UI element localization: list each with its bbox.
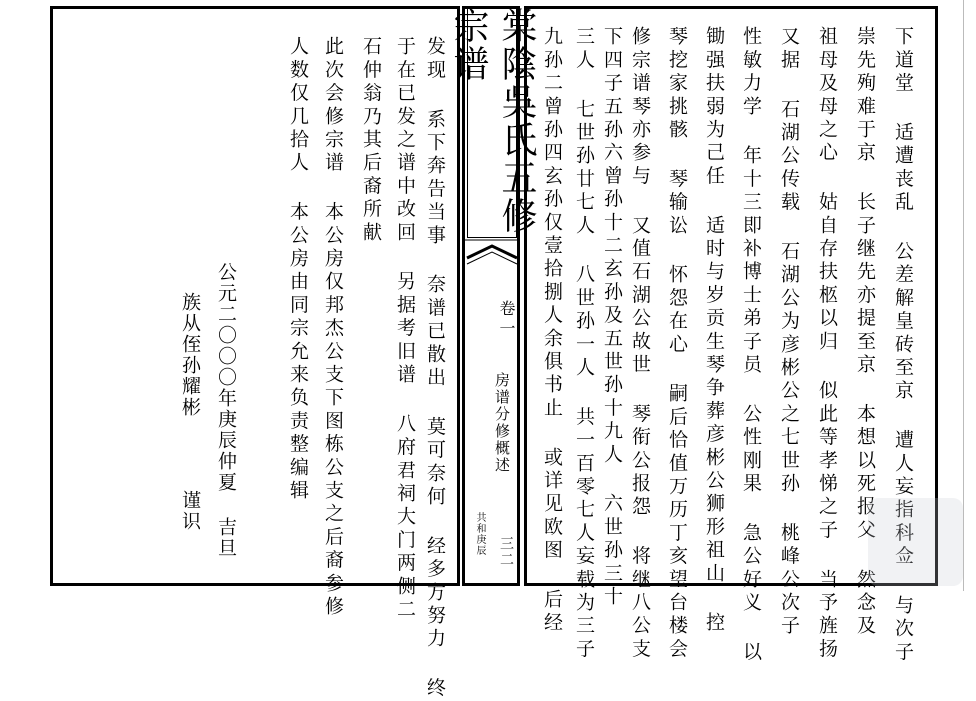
fishtail-ornament-icon <box>465 238 519 282</box>
text-column: 琴挖家挑骸 琴输讼 怀怨在心 嗣后恰值万历丁亥望台楼会 <box>666 26 688 662</box>
date-line: 公元二〇〇〇年庚辰仲夏 吉旦 <box>215 262 237 559</box>
text-column: 又据 石湖公传载 石湖公为彦彬公之七世孙 桃峰公次子 <box>778 26 800 639</box>
volume-label: 卷一 <box>497 300 516 340</box>
text-column: 祖母及母之心 姑自存扶柩以归 似此等孝悌之子 当予旌扬 <box>816 26 838 662</box>
signature: 族从侄孙耀彬 谨识 <box>179 292 201 532</box>
text-column: 三人 七世孙廿七人 八世孙一人 共一百零七人妄载为三子 <box>573 26 595 662</box>
text-column: 人数仅几拾人 本公房由同宗允来负责整编辑 <box>287 36 309 503</box>
text-column: 发现 系下奔告当事 奈谱已散出 莫可奈何 经多方努力 终 <box>424 36 446 701</box>
text-column: 石仲翁乃其后裔所献 <box>360 36 382 245</box>
section-label: 房谱分修概述 <box>493 372 511 474</box>
title-box <box>448 6 537 238</box>
watermark-logo <box>868 498 963 586</box>
text-column: 下四子五孙六曾孙十二玄孙及五世孙十九人 六世孙三十 <box>601 26 623 609</box>
text-column: 锄强扶弱为己任 适时与岁贡生琴争葬彦彬公狮形祖山 控 <box>703 26 725 636</box>
book-title: 棠陰吳氏五修宗谱 <box>448 7 537 235</box>
text-column: 崇先殉难于京 长子继先亦提至京 本想以死报父 然念及 <box>854 26 876 639</box>
text-column: 下道堂 适遭丧乱 公差解皇砖至京 遭人妄指科佥 与次子 <box>892 26 914 665</box>
page-number: 三二 <box>498 536 514 568</box>
text-column: 性敏力学 年十三即补博士弟子员 公性刚果 急公好义 以 <box>740 26 762 665</box>
imprint-label: 共和庚辰 <box>474 512 485 556</box>
text-column: 于在已发之谱中改回 另据考旧谱 八府君祠大门两侧二 <box>394 36 416 622</box>
text-column: 九孙二曾孙四玄孙仅壹拾捌人余俱书止 或详见欧图 后经 <box>541 26 563 636</box>
text-column: 修宗谱琴亦参与 又值石湖公故世 琴衔公报怨 将继八公支 <box>629 26 651 662</box>
text-column: 此次会修宗谱 本公房仅邦杰公支下图栋公支之后裔参修 <box>322 36 344 619</box>
page-edge-line <box>963 0 964 591</box>
